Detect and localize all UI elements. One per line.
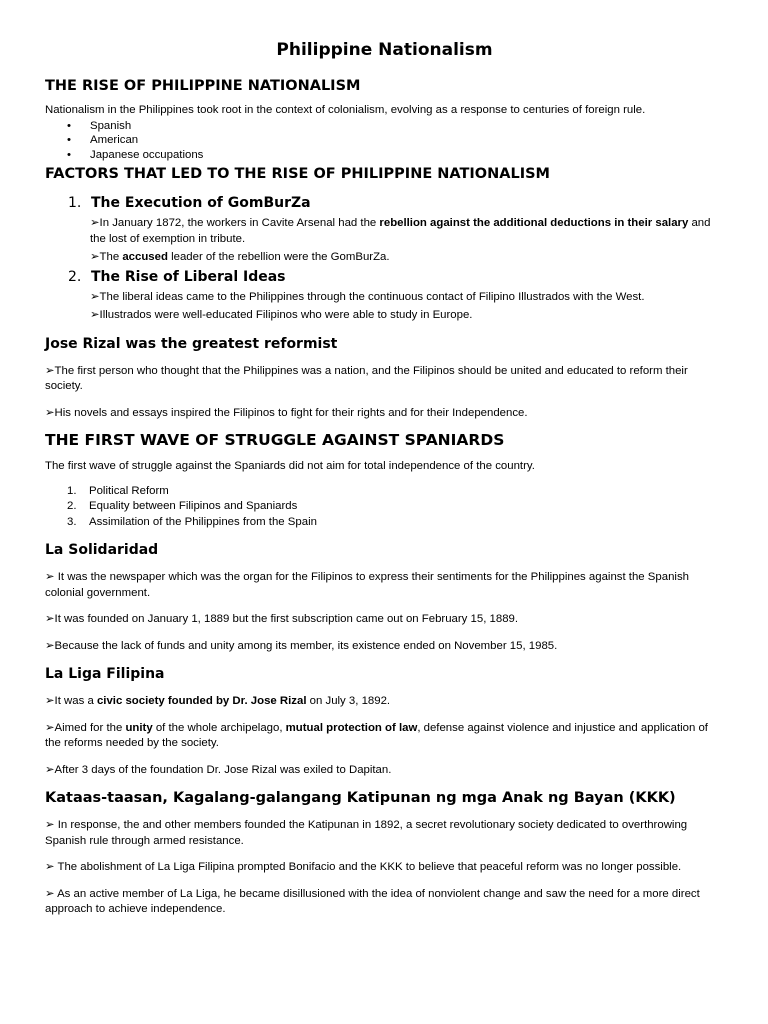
rizal-point: ➢The first person who thought that the Philippines was a nation, and the Filipinos should be united and educated to reform their society. [45,362,688,392]
arrow-icon: ➢ [90,215,100,229]
rizal-heading: Jose Rizal was the greatest reformist [45,335,338,352]
solidaridad-point: ➢Because the lack of funds and unity among its member, its existence ended on November 15, 1985. [45,637,558,652]
list-item: 2. Equality between Filipinos and Spaniards [45,499,724,515]
arrow-icon: ➢ [45,569,55,583]
arrow-icon: ➢ [45,761,55,776]
list-item: • Japanese occupations [67,148,724,163]
factors-list [45,193,724,324]
arrow-icon: ➢ [90,288,100,303]
arrow-icon: ➢ [45,362,55,377]
list-item [45,193,724,266]
list-number: 1. [67,484,77,497]
arrow-icon: ➢ [45,859,55,873]
arrow-icon: ➢ [90,249,100,263]
arrow-icon: ➢ [90,307,100,321]
factor-title: The Rise of Liberal Ideas [91,268,286,285]
factor-point: ➢In January 1872, the workers in Cavite Arsenal had the rebellion against the additional deductions in their salary and the lost of exemption in tribute. [90,215,711,245]
page-title: Philippine Nationalism [276,40,493,60]
list-number: 3. [67,515,77,528]
solidaridad-point: ➢ It was the newspaper which was the organ for the Filipinos to express their sentiments for the Philippines against the Spanish colonial government. [45,569,689,599]
liga-heading: La Liga Filipina [45,666,165,682]
first-wave-heading: THE FIRST WAVE OF STRUGGLE AGAINST SPANIARDS [45,431,505,449]
list-item [45,267,724,324]
list-item: 1. Political Reform [45,484,724,500]
occupation-list [45,119,724,163]
rise-heading: THE RISE OF PHILIPPINE NATIONALISM [45,78,361,94]
kkk-heading: Kataas-taasan, Kagalang-galangang Katipunan ng mga Anak ng Bayan (KKK) [45,790,676,806]
list-number: 1. [68,195,82,211]
list-number: 2. [67,500,77,512]
arrow-icon: ➢ [45,885,55,900]
list-number: 2. [68,268,82,285]
factor-point: ➢The accused leader of the rebellion were the GomBurZa. [90,249,390,263]
solidaridad-point: ➢It was founded on January 1, 1889 but the first subscription came out on February 15, 1889. [45,611,519,625]
arrow-icon: ➢ [45,611,55,625]
kkk-point: ➢ As an active member of La Liga, he became disillusioned with the idea of nonviolent change and saw the need for a more direct approach to achieve independence. [45,885,700,915]
arrow-icon: ➢ [45,693,55,707]
arrow-icon: ➢ [45,404,55,419]
solidaridad-heading: La Solidaridad [45,542,159,558]
arrow-icon: ➢ [45,817,55,831]
rise-intro: Nationalism in the Philippines took root in the context of colonialism, evolving as a response to centuries of foreign rule. [45,104,646,116]
factor-title: The Execution of GomBurZa [91,195,311,211]
kkk-point: ➢ In response, the and other members founded the Katipunan in 1892, a secret revolutionary society dedicated to overthrowing Spanish rule through armed resistance. [45,817,688,847]
rizal-point: ➢His novels and essays inspired the Filipinos to fight for their rights and for their Independence. [45,404,528,419]
list-item: 3. Assimilation of the Philippines from the Spain [45,515,724,531]
liga-point: ➢After 3 days of the foundation Dr. Jose Rizal was exiled to Dapitan. [45,761,392,776]
arrow-icon: ➢ [45,719,55,734]
kkk-point: ➢ The abolishment of La Liga Filipina prompted Bonifacio and the KKK to believe that peaceful reform was no longer possible. [45,859,682,873]
arrow-icon: ➢ [45,637,55,652]
factor-point: ➢Illustrados were well-educated Filipinos who were able to study in Europe. [90,307,473,321]
liga-point: ➢Aimed for the unity of the whole archipelago, mutual protection of law, defense against violence and injustice and application of the reforms needed by the society. [45,719,708,749]
factor-point: ➢The liberal ideas came to the Philippines through the continuous contact of Filipino Illustrados with the West. [90,288,645,303]
factors-heading: FACTORS THAT LED TO THE RISE OF PHILIPPINE NATIONALISM [45,166,550,182]
list-item: • American [67,133,724,148]
list-item: • Spanish [67,119,724,134]
liga-point: ➢It was a civic society founded by Dr. Jose Rizal on July 3, 1892. [45,693,391,707]
first-wave-list [45,484,724,531]
first-wave-intro: The first wave of struggle against the Spaniards did not aim for total independence of the country. [45,460,535,472]
